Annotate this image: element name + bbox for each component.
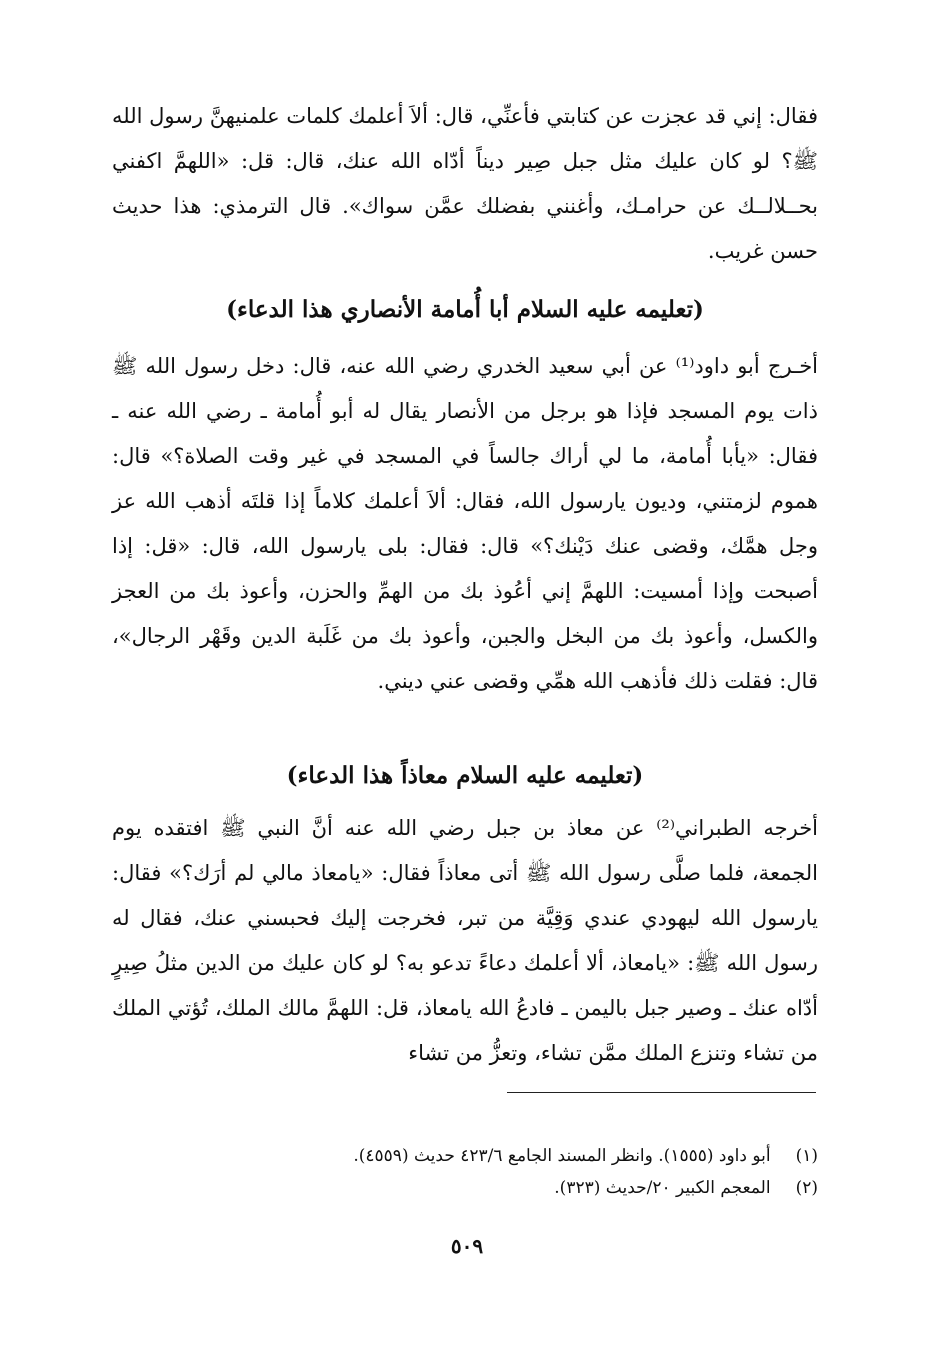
footnote-item — [112, 1140, 818, 1172]
paragraph-muadh: أخرجه الطبراني⁽²⁾ عن معاذ بن جبل رضي الله عنه أنَّ النبي ﷺ افتقده يوم الجمعة، فلما صلَّى رسول الله ﷺ أتى معاذاً فقال: «يامعاذ مالي لم أرَك؟» فقال: يارسول الله ليهودي عندي وَقِيَّة من تبر، فخرجت إليك فحبسني عنك، فقال له رسول الله ﷺ: «يامعاذ، ألا أعلمك دعاءً تدعو به؟ لو كان عليك من الدين مثلُ صِيرٍ أدّاه عنك ـ وصير جبل باليمن ـ فادعُ الله يامعاذ، قل: اللهمَّ مالك الملك، تُؤتي الملك من تشاء وتنزع الملك ممَّن تشاء، وتعزُّ من تشاء — [112, 816, 819, 1065]
page-number: ٥٠٩ — [450, 1234, 484, 1258]
section-heading-muadh: (تعليمه عليه السلام معاذاً هذا الدعاء) — [286, 762, 644, 789]
paragraph-continuation: فقال: إني قد عجزت عن كتابتي فأعنِّي، قال: ألاَ أعلمك كلمات علمنيهنَّ رسول الله ﷺ؟ لو كان عليك مثل جبل صِير ديناً أدّاه الله عنك، قال: قل: «اللهمَّ اكفني بحــلالــك عن حرامـك، وأغنني بفضلك عمَّن سواك». قال الترمذي: هذا حديث حسن غريب. — [112, 104, 818, 263]
footnotes-list — [112, 1140, 818, 1204]
footnote-separator — [507, 1092, 816, 1093]
footnote-number: (١) — [795, 1146, 818, 1166]
footnote-item — [112, 1172, 818, 1204]
section-heading-abu-umamah: (تعليمه عليه السلام أبا أُمامة الأنصاري هذا الدعاء) — [226, 296, 704, 323]
paragraph-abu-umamah: أخـرج أبو داود⁽¹⁾ عن أبي سعيد الخدري رضي الله عنه، قال: دخل رسول الله ﷺ ذات يوم المسجد فإذا هو برجل من الأنصار يقال له أبو أُمامة ـ رضي الله عنه ـ فقال: «يأبا أُمامة، ما لي أراك جالساً في المسجد في غير وقت الصلاة؟» قال: هموم لزمتني، وديون يارسول الله، فقال: ألاَ أعلمك كلاماً إذا قلتَه أذهب الله عز وجل همَّك، وقضى عنك دَيْنك؟» قال: فقال: بلى يارسول الله، قال: «قل: إذا أصبحت وإذا أمسيت: اللهمَّ إني أعُوذ بك من الهمِّ والحزن، وأعوذ بك من العجز والكسل، وأعوذ بك من البخل والجبن، وأعوذ بك من غَلَبة الدين وقَهْر الرجال»، قال: فقلت ذلك فأذهب الله همِّي وقضى عني ديني. — [112, 354, 819, 693]
footnote-text: أبو داود (١٥٥٥). وانظر المسند الجامع ٤٢٣/٦ حديث (٤٥٥٩). — [353, 1146, 771, 1166]
footnote-text: المعجم الكبير ٢٠/حديث (٣٢٣). — [554, 1178, 771, 1198]
footnote-number: (٢) — [795, 1178, 818, 1198]
